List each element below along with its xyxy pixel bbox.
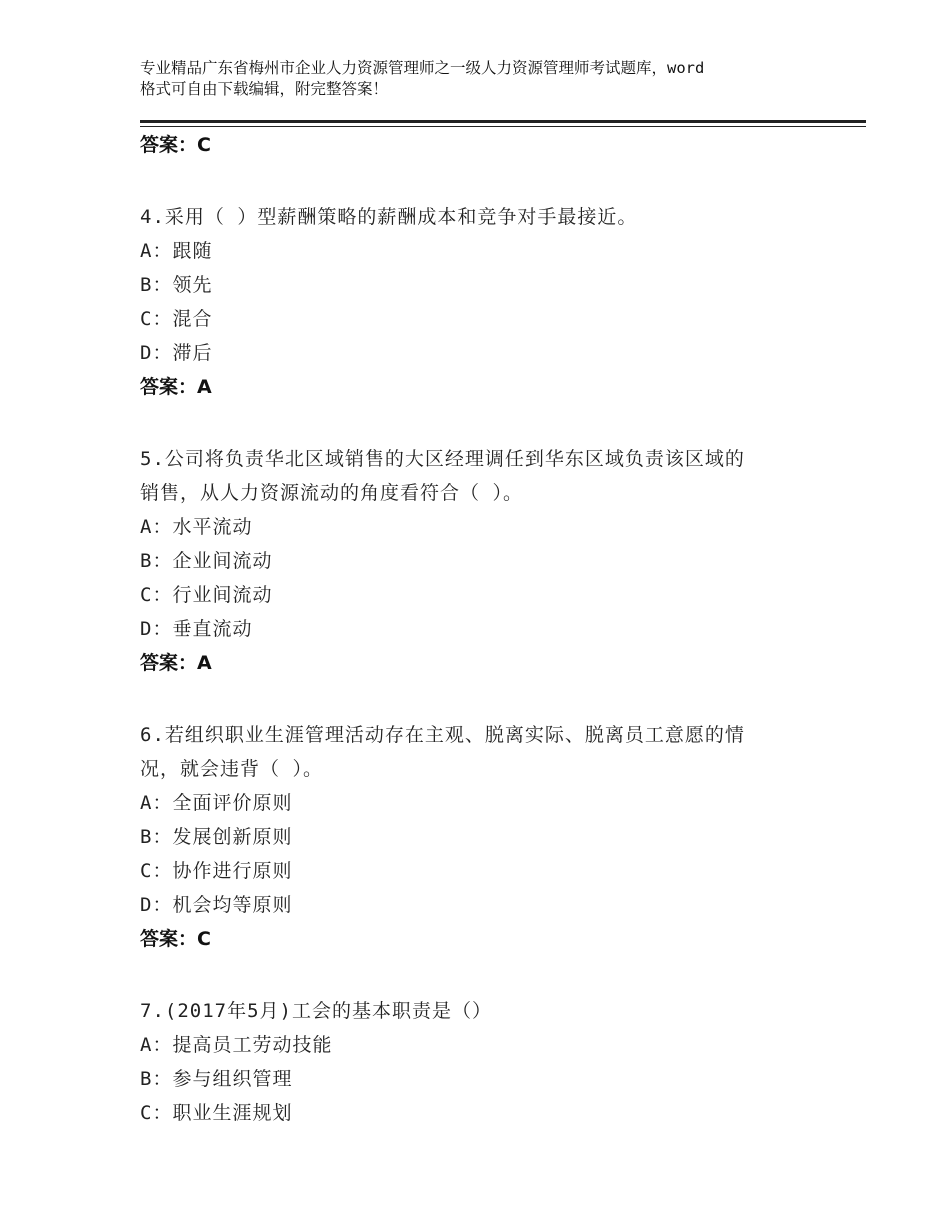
option-a: A：水平流动 [140, 516, 253, 538]
option-d: D：垂直流动 [140, 618, 253, 640]
question-4 [140, 200, 840, 404]
question-stem-line-1: 6.若组织职业生涯管理活动存在主观、脱离实际、脱离员工意愿的情 [140, 724, 745, 746]
question-5 [140, 442, 840, 680]
previous-answer: 答案：C [140, 134, 211, 156]
option-b: B：企业间流动 [140, 550, 273, 572]
option-d: D：滞后 [140, 342, 213, 364]
answer: 答案：A [140, 652, 212, 674]
header-rule [140, 120, 866, 123]
option-c: C：行业间流动 [140, 584, 273, 606]
header-title-line-2: 格式可自由下载编辑，附完整答案！ [140, 80, 389, 98]
question-stem-line-1: 5.公司将负责华北区域销售的大区经理调任到华东区域负责该区域的 [140, 448, 745, 470]
option-c: C：职业生涯规划 [140, 1102, 293, 1124]
option-c: C：协作进行原则 [140, 860, 293, 882]
option-b: B：领先 [140, 274, 213, 296]
option-a: A：提高员工劳动技能 [140, 1034, 333, 1056]
option-a: A：跟随 [140, 240, 213, 262]
question-stem: 7.(2017年5月)工会的基本职责是（） [140, 1000, 492, 1022]
answer: 答案：C [140, 928, 211, 950]
header-title-line-1: 专业精品广东省梅州市企业人力资源管理师之一级人力资源管理师考试题库，word [140, 59, 705, 77]
page-header [140, 58, 840, 100]
question-7 [140, 994, 840, 1130]
question-stem-line-2: 况，就会违背（ ）。 [140, 758, 323, 780]
option-b: B：参与组织管理 [140, 1068, 293, 1090]
question-stem-line-2: 销售，从人力资源流动的角度看符合（ ）。 [140, 482, 523, 504]
question-stem: 4.采用（ ）型薪酬策略的薪酬成本和竞争对手最接近。 [140, 206, 638, 228]
answer: 答案：A [140, 376, 212, 398]
question-6 [140, 718, 840, 956]
question-list [140, 128, 840, 1130]
option-c: C：混合 [140, 308, 213, 330]
option-d: D：机会均等原则 [140, 894, 293, 916]
option-b: B：发展创新原则 [140, 826, 293, 848]
header-rule-thin [140, 126, 866, 127]
option-a: A：全面评价原则 [140, 792, 293, 814]
